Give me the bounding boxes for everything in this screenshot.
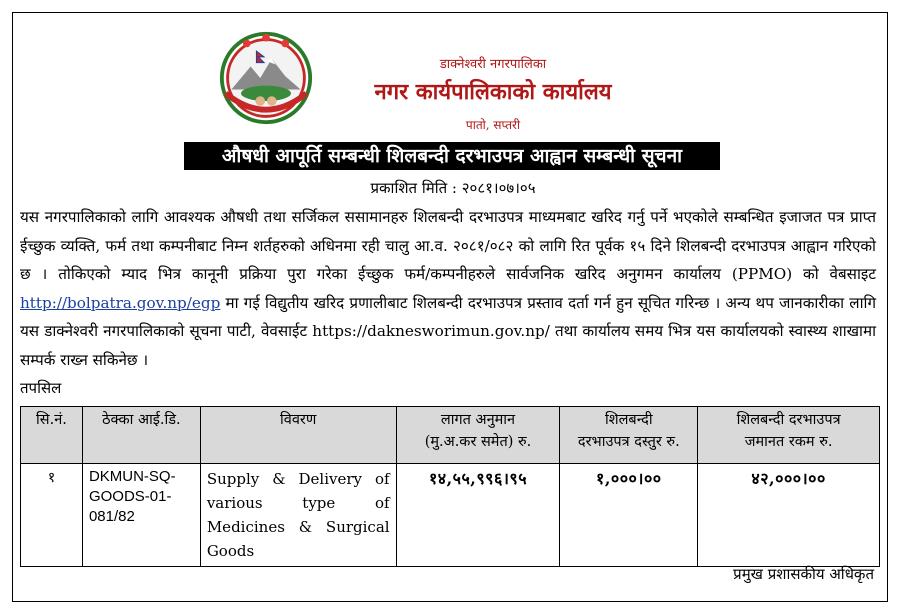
col-sn: सि.नं. — [21, 407, 83, 464]
col-description: विवरण — [200, 407, 396, 464]
bolpatra-link[interactable]: http://bolpatra.gov.np/egp — [20, 293, 221, 312]
tender-table — [20, 406, 880, 567]
body-text-part1: यस नगरपालिकाको लागि आवश्यक औषधी तथा सर्जिकल ससामानहरु शिलबन्दी दरभाउपत्र माध्यमबाट खरिद गर्नु पर्ने भएकोले सम्बन्धित इजाजत पत्र प्राप्त ईच्छुक व्यक्ति, फर्म तथा कम्पनीबाट निम्न शर्तहरुको अधिनमा रही चालु आ.व. २०८१/०८२ को लागि रित पूर्वक १५ दिने शिलबन्दी दरभाउपत्र आह्वान गरिएको छ । तोकिएको म्याद भित्र कानूनी प्रक्रिया पुरा गरेका ईच्छुक फर्म/कम्पनीहरुले सार्वजनिक खरिद अनुगमन कार्यालय (PPMO) को वेबसाइट — [20, 208, 876, 284]
col-fee-line2: दरभाउपत्र दस्तुर रु. — [577, 434, 680, 450]
notice-title: औषधी आपूर्ति सम्बन्धी शिलबन्दी दरभाउपत्र आह्वान सम्बन्धी सूचना — [184, 142, 720, 170]
col-cost-line2: (मु.अ.कर समेत) रु. — [424, 434, 532, 450]
body-text-part2: मा गई विद्युतीय खरिद प्रणालीबाट शिलबन्दी दरभाउपत्र प्रस्ताव दर्ता गर्न हुन सूचित गरिन्छ । अन्य थप जानकारीका लागि यस डाक्नेश्वरी नगरपालिकाको सूचना पाटी, वेवसाईट https://daknesworimun.gov.np/ तथा कार्यालय समय भित्र यस कार्यालयको स्वास्थ्य शाखामा सम्पर्क राख्न सकिनेछ । — [20, 293, 876, 369]
office-name: नगर कार्यपालिकाको कार्यालय — [374, 79, 612, 105]
cell-bond: ४२,०००।०० — [698, 464, 880, 567]
publish-date: प्रकाशित मिति : २०८१।०७।०५ — [370, 179, 536, 197]
col-fee-line1: शिलबन्दी — [604, 412, 653, 428]
cell-contract-id: DKMUN-SQ-GOODS-01-081/82 — [82, 464, 200, 567]
signature-title: प्रमुख प्रशासकीय अधिकृत — [733, 565, 874, 583]
office-address: पातो, सप्तरी — [465, 118, 521, 132]
col-fee — [560, 407, 698, 464]
tapsil-label: तपसिल — [20, 379, 62, 397]
col-cost-line1: लागत अनुमान — [440, 412, 516, 428]
notice-body — [20, 203, 876, 375]
col-bond-line2: जमानत रकम रु. — [744, 434, 833, 450]
table-header-row — [21, 407, 880, 464]
col-cost — [396, 407, 560, 464]
table-row — [21, 464, 880, 567]
cell-description: Supply & Delivery of various type of Medicines & Surgical Goods — [200, 464, 396, 567]
municipality-name: डाक्नेश्वरी नगरपालिका — [439, 57, 547, 72]
cell-fee: १,०००।०० — [560, 464, 698, 567]
col-bond — [698, 407, 880, 464]
cell-sn: १ — [21, 464, 83, 567]
col-bond-line1: शिलबन्दी दरभाउपत्र — [736, 412, 841, 428]
col-contract-id: ठेक्का आई.डि. — [82, 407, 200, 464]
cell-cost: १४,५५,९९६।९५ — [396, 464, 560, 567]
